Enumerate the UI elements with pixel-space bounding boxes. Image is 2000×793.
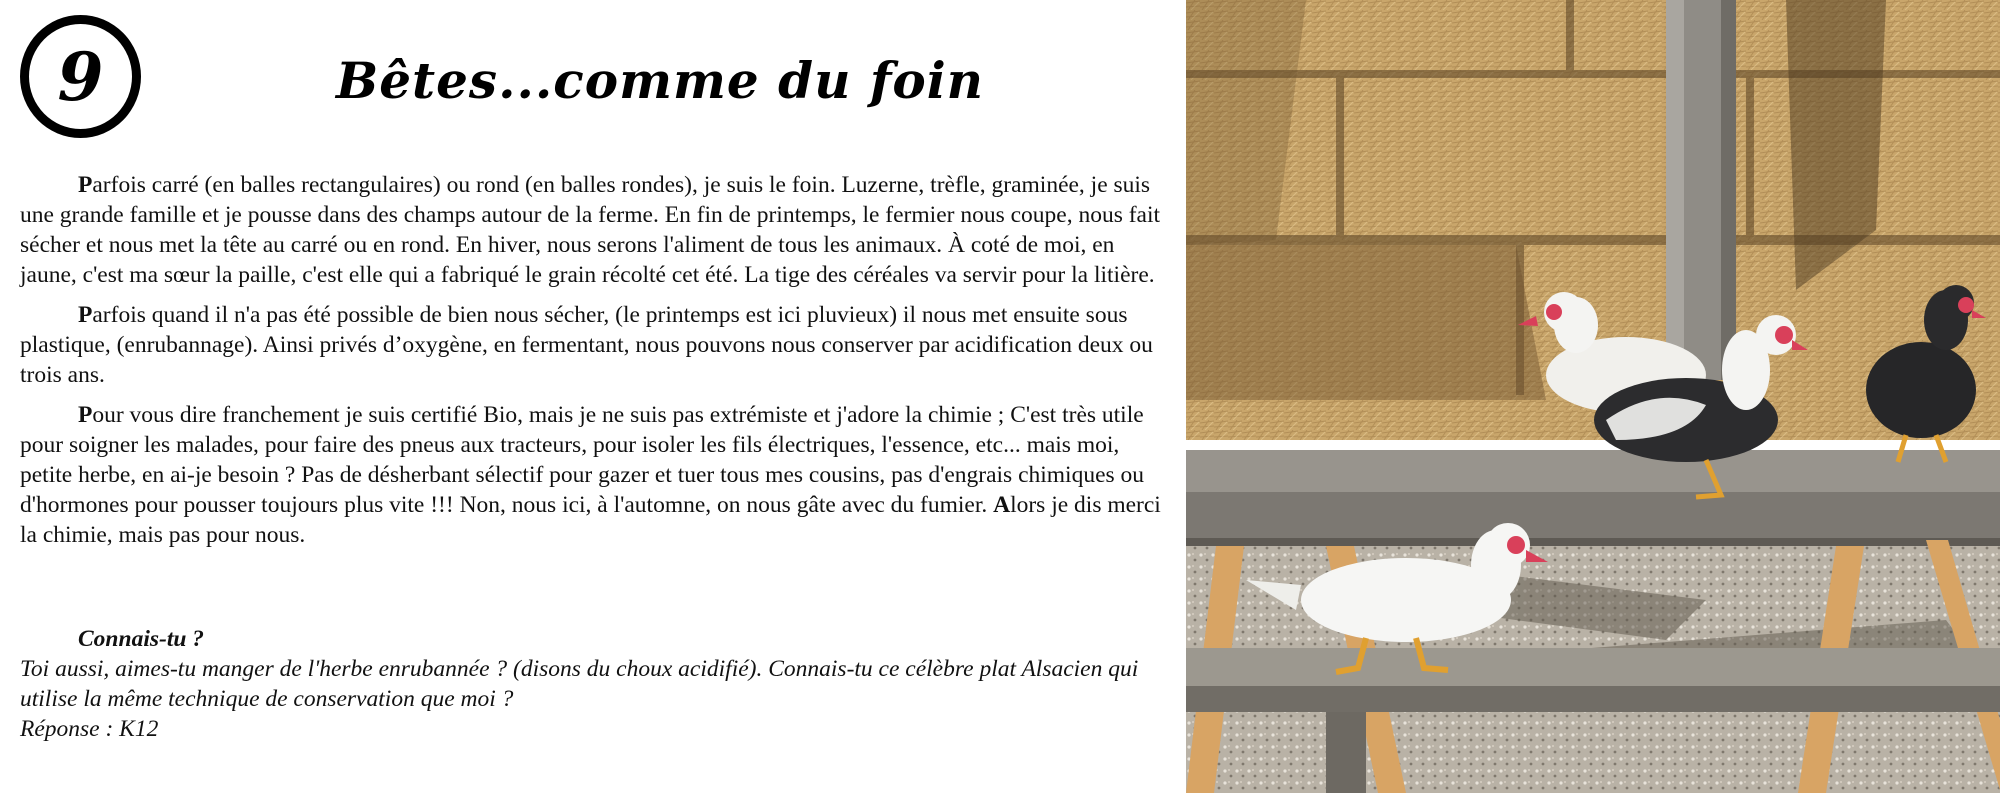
ducks-hay-illustration: [1186, 0, 2000, 793]
paragraph-1: Parfois carré (en balles rectangulaires) ou rond (en balles rondes), je suis le foin. Luzerne, trèfle, graminée, je suis une grande famille et je pousse dans des champs autour de la ferme. En fin de printemps, le fermier nous coupe, nous fait sécher et nous met la tête au carré ou en rond. En hiver, nous serons l'aliment de tous les animaux. À coté de moi, en jaune, c'est ma sœur la paille, c'est elle qui a fabriqué le grain récolté cet été. La tige des céréales va servir pour la litière.: [20, 172, 1161, 288]
drop-letter: P: [78, 172, 93, 198]
front-bench: [1186, 648, 2000, 686]
quiz-box: [20, 624, 1170, 744]
drop-letter: P: [78, 302, 93, 328]
drop-letter: P: [78, 402, 93, 428]
quiz-title: Connais-tu ?: [78, 626, 205, 652]
page-number-badge: [20, 15, 141, 138]
paragraph-3: Pour vous dire franchement je suis certifié Bio, mais je ne suis pas extrémiste et j'adore la chimie ; C'est très utile pour soigner les malades, pour faire des pneus aux tracteurs, pour isoler les fils électriques, l'essence, etc... mais moi, petite herbe, en ai-je besoin ? Pas de désherbant sélectif pour gazer et tuer tous mes cousins, pas d'engrais chimiques ou d'hormones pour pousser toujours plus vite !!! Non, nous ici, à l'automne, on nous gâte avec du fumier. Alors je dis merci la chimie, mais pas pour nous.: [20, 402, 1161, 548]
body-text: [20, 170, 1170, 560]
page-title: Bêtes...comme du foin: [335, 51, 985, 110]
farm-photo: [1186, 0, 2000, 793]
table-top: [1186, 450, 2000, 492]
quiz-answer: Réponse : K12: [20, 716, 159, 742]
paragraph-2: Parfois quand il n'a pas été possible de bien nous sécher, (le printemps est ici pluvieux) il nous met ensuite sous plastique, (enrubannage). Ainsi privés d’oxygène, en fermentant, nous pouvons nous conserver par acidification deux ou trois ans.: [20, 302, 1153, 388]
emphasis-letter: A: [993, 492, 1011, 518]
page-number: 9: [57, 37, 104, 116]
quiz-question: Toi aussi, aimes-tu manger de l'herbe enrubannée ? (disons du choux acidifié). Connais-tu ce célèbre plat Alsacien qui utilise la même technique de conservation que moi ?: [20, 656, 1139, 712]
